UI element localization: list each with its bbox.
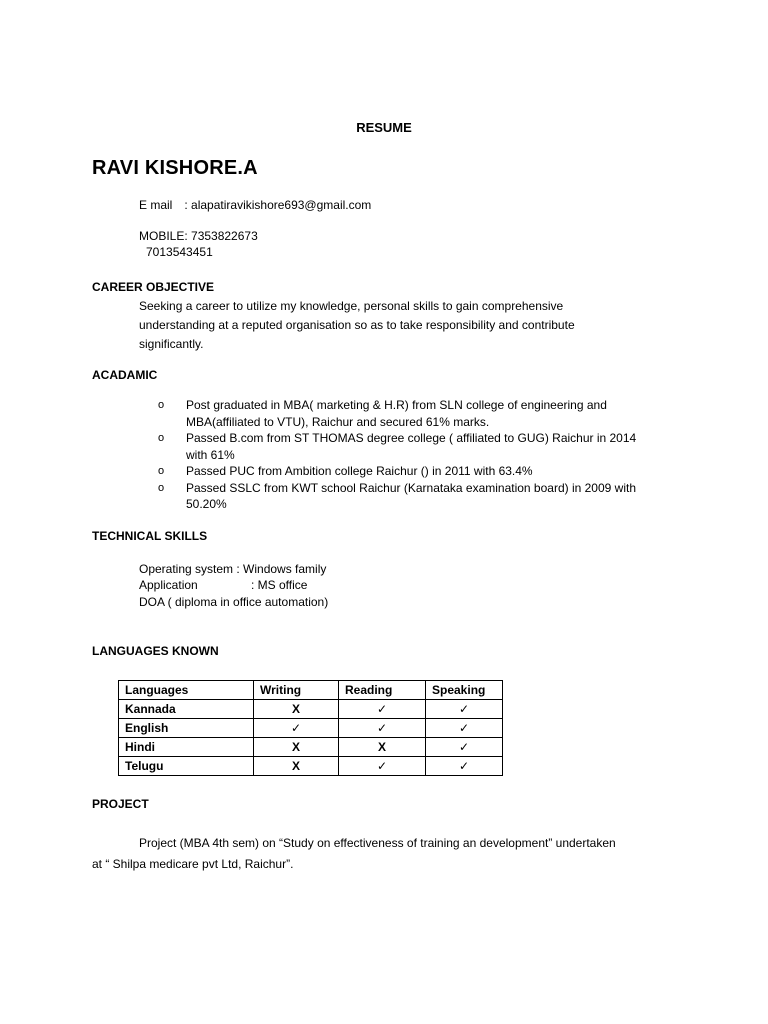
career-objective-line: significantly. (139, 337, 204, 351)
writing-cell: ✓ (254, 719, 339, 738)
academic-item-line: Passed SSLC from KWT school Raichur (Karnataka examination board) in 2009 with (186, 480, 636, 495)
project-heading: PROJECT (92, 797, 149, 811)
academic-item-line: 50.20% (186, 497, 227, 511)
bullet-icon: o (158, 481, 165, 494)
doa-line: DOA ( diploma in office automation) (139, 595, 329, 609)
application-value: : MS office (251, 578, 308, 592)
mobile-alt-line: 7013543451 (146, 245, 213, 259)
reading-cell: ✓ (339, 719, 426, 738)
table-row (119, 719, 503, 738)
project-line: Project (MBA 4th sem) on “Study on effectiveness of training an development” undertaken (139, 836, 616, 850)
academic-item (158, 430, 678, 463)
writing-cell: X (254, 738, 339, 757)
email-value: alapatiravikishore693@gmail.com (191, 198, 372, 212)
table-row (119, 738, 503, 757)
bullet-icon: o (158, 432, 165, 444)
speaking-cell: ✓ (426, 738, 503, 757)
column-header: Speaking (426, 681, 503, 700)
languages-heading: LANGUAGES KNOWN (92, 644, 219, 658)
language-cell: Hindi (119, 738, 254, 757)
speaking-cell: ✓ (426, 719, 503, 738)
academic-item-line: Post graduated in MBA( marketing & H.R) from SLN college of engineering and (186, 398, 607, 412)
column-header: Reading (339, 681, 426, 700)
language-cell: Telugu (119, 757, 254, 776)
career-objective-line: understanding at a reputed organisation so as to take responsibility and contribute (139, 318, 575, 332)
project-line: at “ Shilpa medicare pvt Ltd, Raichur”. (92, 857, 294, 871)
column-header: Languages (119, 681, 254, 700)
table-header-row (119, 681, 503, 700)
writing-cell: X (254, 700, 339, 719)
speaking-cell: ✓ (426, 757, 503, 776)
technical-skills-heading: TECHNICAL SKILLS (92, 529, 208, 543)
reading-cell: X (339, 738, 426, 757)
career-objective-line: Seeking a career to utilize my knowledge, personal skills to gain comprehensive (139, 299, 564, 313)
column-header: Writing (254, 681, 339, 700)
table-row (119, 757, 503, 776)
academic-item (158, 463, 678, 480)
application-label: Application (139, 578, 198, 592)
academic-list (158, 397, 678, 513)
reading-cell: ✓ (339, 757, 426, 776)
academic-heading: ACADAMIC (92, 368, 158, 382)
academic-item-line: Passed PUC from Ambition college Raichur () in 2011 with 63.4% (186, 464, 533, 478)
academic-item (158, 480, 678, 513)
candidate-name: RAVI KISHORE.A (92, 157, 258, 179)
bullet-icon: o (158, 465, 165, 477)
mobile-line: MOBILE: 7353822673 (139, 229, 258, 243)
career-objective-text (139, 297, 575, 354)
bullet-icon: o (158, 399, 165, 411)
language-cell: Kannada (119, 700, 254, 719)
academic-item-line: MBA(affiliated to VTU), Raichur and secured 61% marks. (186, 414, 490, 429)
academic-item (158, 397, 678, 430)
operating-system-line: Operating system : Windows family (139, 562, 327, 576)
email-separator: : (184, 198, 188, 212)
application-line (139, 577, 307, 593)
speaking-cell: ✓ (426, 700, 503, 719)
academic-item-line: Passed B.com from ST THOMAS degree college ( affiliated to GUG) Raichur in 2014 (186, 431, 637, 445)
academic-item-line: with 61% (186, 447, 235, 462)
email-line (139, 197, 371, 213)
reading-cell: ✓ (339, 700, 426, 719)
table-row (119, 700, 503, 719)
email-label: E mail (139, 198, 173, 212)
languages-table (118, 680, 503, 776)
career-objective-heading: CAREER OBJECTIVE (92, 280, 215, 294)
language-cell: English (119, 719, 254, 738)
document-title: RESUME (356, 120, 412, 135)
writing-cell: X (254, 757, 339, 776)
